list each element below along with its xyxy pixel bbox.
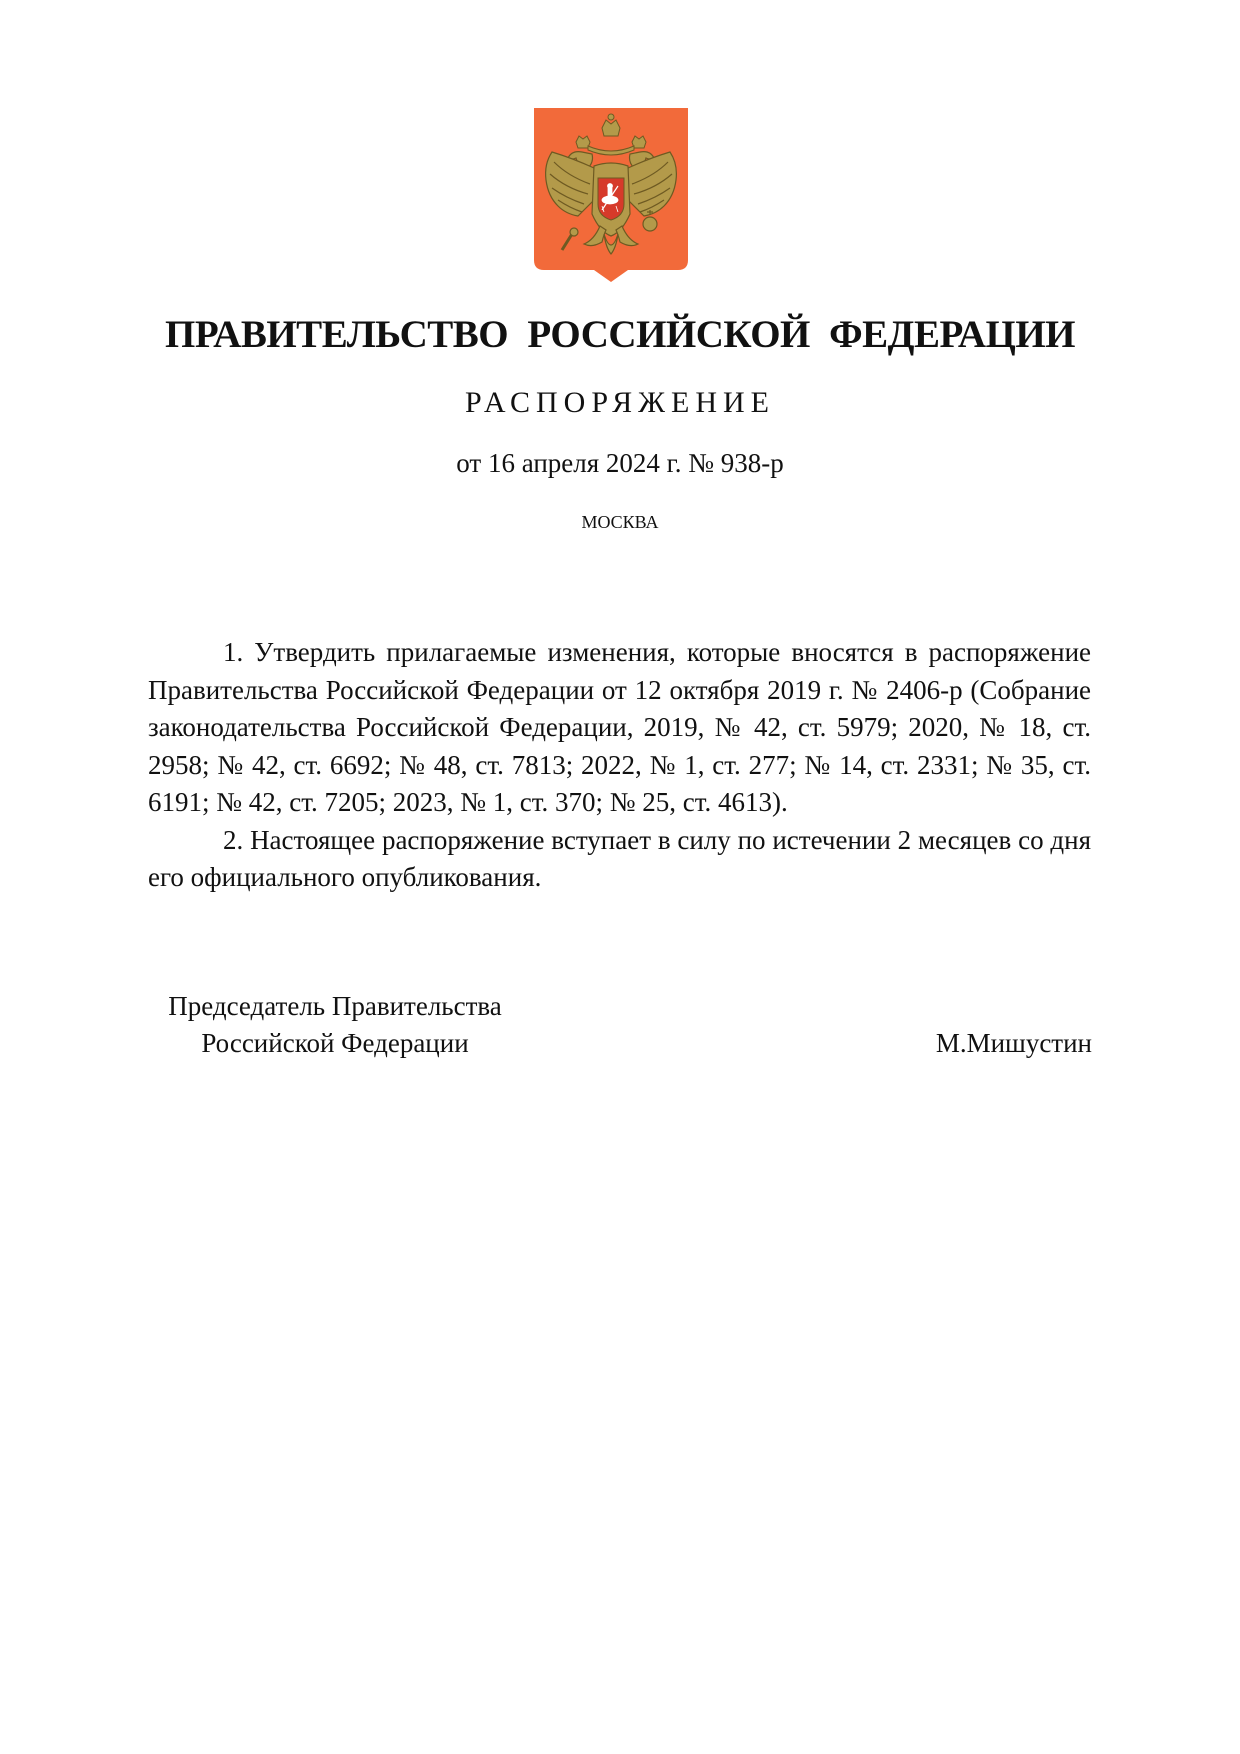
signatory-position-line-2: Российской Федерации <box>201 1028 469 1058</box>
signatory-name: М.Мишустин <box>935 1028 1092 1058</box>
document-place: МОСКВА <box>581 512 659 532</box>
document-date-number: от 16 апреля 2024 г. № 938-р <box>456 448 784 478</box>
organization-title: ПРАВИТЕЛЬСТВО РОССИЙСКОЙ ФЕДЕРАЦИИ <box>165 313 1075 356</box>
document-type: РАСПОРЯЖЕНИЕ <box>464 386 776 419</box>
coat-of-arms-icon <box>532 106 690 284</box>
paragraph-1: 1. Утвердить прилагаемые изменения, которые вносятся в распоряжение Правительства Российской Федерации от 12 октября 2019 г. № 2406-р (Собрание законодательства Российской Федерации, 2019, № 42, ст. 5979; 2020, № 18, ст. 2958; № 42, ст. 6692; № 48, ст. 7813; 2022, № 1, ст. 277; № 14, ст. 2331; № 35, ст. 6191; № 42, ст. 7205; 2023, № 1, ст. 370; № 25, ст. 4613). <box>148 637 1091 817</box>
paragraph-2: 2. Настоящее распоряжение вступает в силу по истечении 2 месяцев со дня его официального опубликования. <box>148 824 1091 892</box>
signature-block <box>150 988 1092 1062</box>
signatory-position-line-1: Председатель Правительства <box>168 991 502 1021</box>
signatory-position <box>150 988 520 1062</box>
document-body <box>148 634 1091 897</box>
